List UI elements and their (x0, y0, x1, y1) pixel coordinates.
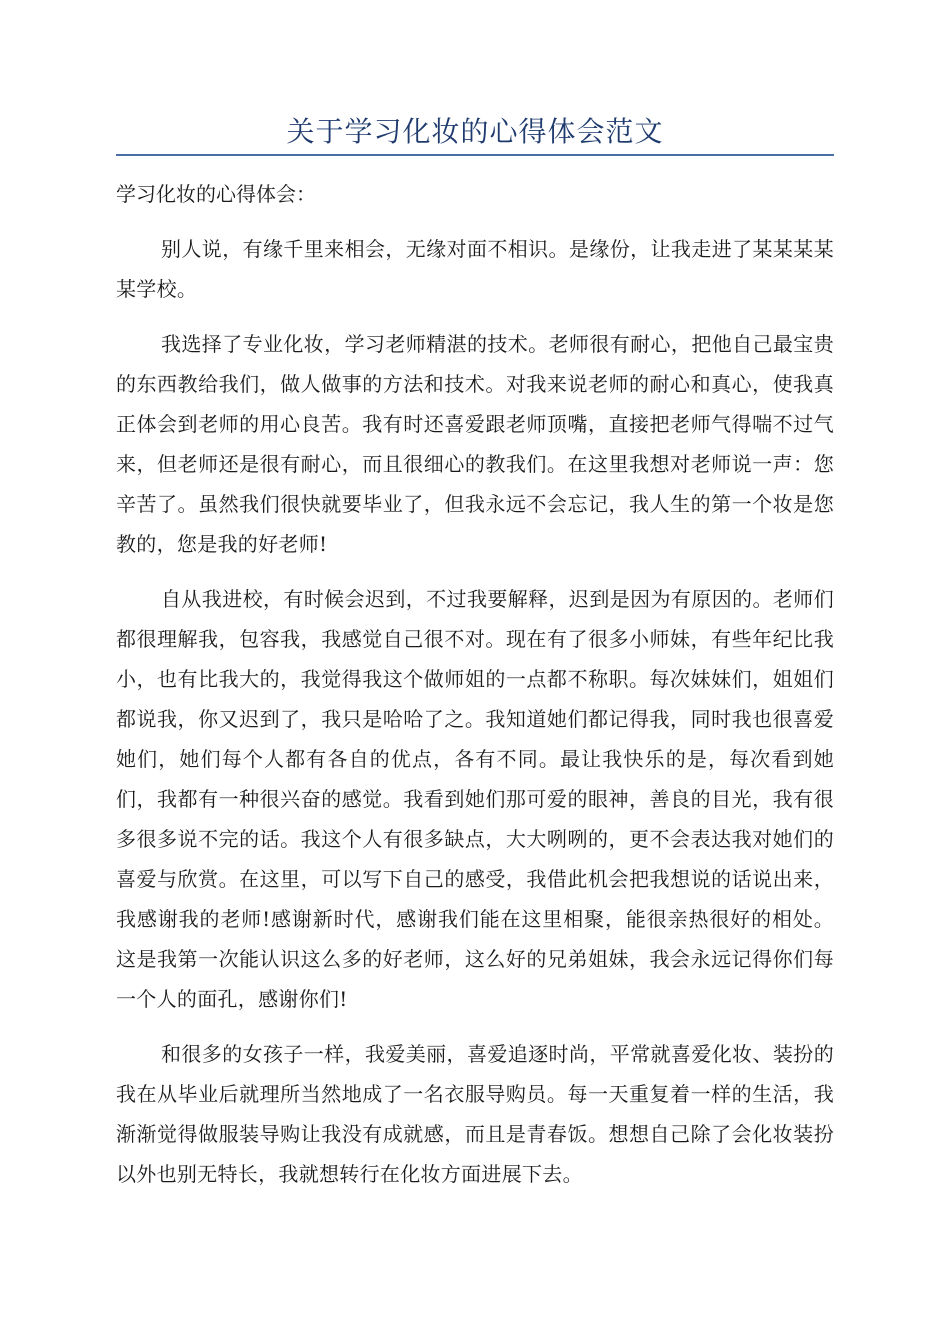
intro-line: 学习化妆的心得体会： (116, 182, 316, 206)
document-title: 关于学习化妆的心得体会范文 (286, 115, 664, 148)
document-body (116, 174, 834, 1209)
title-underline (116, 154, 834, 156)
paragraph-2: 我选择了专业化妆，学习老师精湛的技术。老师很有耐心，把他自己最宝贵的东西教给我们，做人做事的方法和技术。对我来说老师的耐心和真心，使我真正体会到老师的用心良苦。我有时还喜爱跟老师顶嘴，直接把老师气得喘不过气来，但老师还是很有耐心，而且很细心的教我们。在这里我想对老师说一声：您辛苦了。虽然我们很快就要毕业了，但我永远不会忘记，我人生的第一个妆是您教的，您是我的好老师! (116, 332, 834, 556)
paragraph-3: 自从我进校，有时候会迟到，不过我要解释，迟到是因为有原因的。老师们都很理解我，包容我，我感觉自己很不对。现在有了很多小师妹，有些年纪比我小，也有比我大的，我觉得我这个做师姐的一点都不称职。每次妹妹们，姐姐们都说我，你又迟到了，我只是哈哈了之。我知道她们都记得我，同时我也很喜爱她们，她们每个人都有各自的优点，各有不同。最让我快乐的是，每次看到她们，我都有一种很兴奋的感觉。我看到她们那可爱的眼神，善良的目光，我有很多很多说不完的话。我这个人有很多缺点，大大咧咧的，更不会表达我对她们的喜爱与欣赏。在这里，可以写下自己的感受，我借此机会把我想说的话说出来，我感谢我的老师!感谢新时代，感谢我们能在这里相聚，能很亲热很好的相处。这是我第一次能认识这么多的好老师，这么好的兄弟姐妹，我会永远记得你们每一个人的面孔，感谢你们! (116, 587, 834, 1011)
paragraph-1: 别人说，有缘千里来相会，无缘对面不相识。是缘份，让我走进了某某某某某学校。 (116, 237, 834, 301)
paragraph-4: 和很多的女孩子一样，我爱美丽，喜爱追逐时尚，平常就喜爱化妆、装扮的我在从毕业后就理所当然地成了一名衣服导购员。每一天重复着一样的生活，我渐渐觉得做服装导购让我没有成就感，而且是青春饭。想想自己除了会化妆装扮以外也别无特长，我就想转行在化妆方面进展下去。 (116, 1042, 834, 1186)
